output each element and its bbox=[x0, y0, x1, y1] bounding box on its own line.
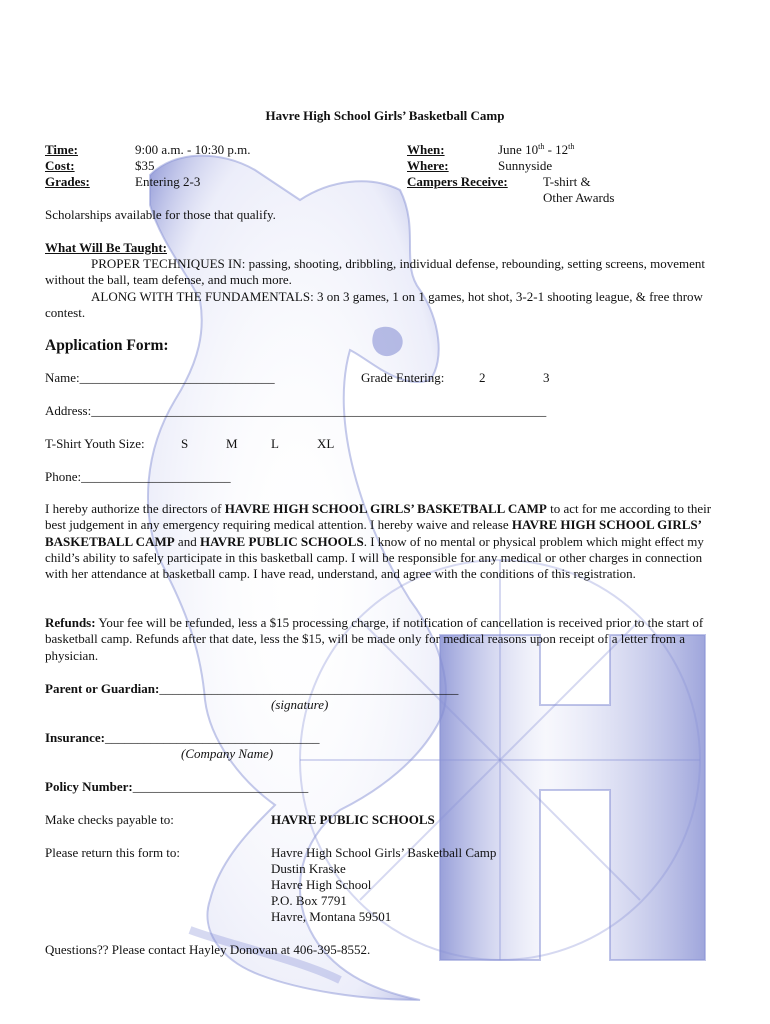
camp-name-bold-2: HAVRE HIGH SCHOOL GIRLS’ BASKETBALL CAMP bbox=[45, 517, 702, 549]
return-address-line: Dustin Kraske bbox=[271, 861, 346, 876]
tshirt-size-label: T-Shirt Youth Size: bbox=[45, 436, 145, 451]
return-address-line: Havre High School bbox=[271, 877, 372, 892]
campers-receive-value-2: Other Awards bbox=[543, 190, 615, 205]
scholarships-note: Scholarships available for those that qualify. bbox=[45, 207, 276, 222]
schools-name-bold: HAVRE PUBLIC SCHOOLS bbox=[199, 533, 364, 549]
refunds-paragraph bbox=[45, 615, 725, 664]
authorize-text-4: . I know of no mental or physical problem which might effect my child’s ability to safely participate in this basketball camp. I will be responsible for any medical or other charges in connection with her attendance at basketball camp. I have read, understand, and agree with the conditions of this registration. bbox=[45, 533, 704, 582]
insurance-line[interactable]: _________________________________ bbox=[104, 730, 320, 745]
authorize-text-1: I hereby authorize the directors of bbox=[45, 501, 225, 516]
authorize-text-2: to act for me according to their best judgement in any emergency requiring medical attention. I hereby waive and release bbox=[45, 501, 712, 533]
company-name-caption: (Company Name) bbox=[181, 746, 274, 761]
address-field[interactable]: Address:______________________________________________________________________ bbox=[45, 403, 547, 418]
make-checks-payee: HAVRE PUBLIC SCHOOLS bbox=[271, 812, 435, 827]
grade-option-3[interactable]: 3 bbox=[543, 370, 550, 385]
time-value: 9:00 a.m. - 10:30 p.m. bbox=[135, 142, 251, 157]
campers-receive-label: Campers Receive: bbox=[407, 174, 508, 189]
when-end: - 12 bbox=[544, 142, 569, 157]
application-form-heading: Application Form: bbox=[45, 337, 169, 354]
page-title: Havre High School Girls’ Basketball Camp bbox=[265, 108, 505, 123]
size-option-s[interactable]: S bbox=[181, 436, 189, 451]
cost-value: $35 bbox=[135, 158, 155, 173]
grades-label: Grades: bbox=[45, 174, 90, 189]
parent-guardian-label: Parent or Guardian: bbox=[45, 681, 160, 696]
make-checks-label: Make checks payable to: bbox=[45, 812, 174, 827]
authorization-paragraph bbox=[45, 501, 725, 582]
when-start-suffix: th bbox=[538, 142, 545, 151]
refunds-label: Refunds: bbox=[45, 615, 96, 630]
grade-option-2[interactable]: 2 bbox=[479, 370, 486, 385]
where-value: Sunnyside bbox=[498, 158, 553, 173]
taught-fundamentals: ALONG WITH THE FUNDAMENTALS: 3 on 3 games, 1 on 1 games, hot shot, 3-2-1 shooting league, & free throw contest. bbox=[45, 289, 703, 321]
size-option-l[interactable]: L bbox=[271, 436, 279, 451]
authorize-text-3: and bbox=[174, 533, 200, 549]
when-start: June 10 bbox=[498, 142, 539, 157]
taught-techniques: PROPER TECHNIQUES IN: passing, shooting, dribbling, individual defense, rebounding, setting screens, movement without the ball, team defense, and much more. bbox=[45, 256, 705, 288]
policy-number-label: Policy Number: bbox=[45, 779, 133, 794]
signature-caption: (signature) bbox=[271, 697, 329, 712]
when-end-suffix: th bbox=[568, 142, 575, 151]
size-option-m[interactable]: M bbox=[226, 436, 238, 451]
insurance-field[interactable] bbox=[45, 730, 319, 746]
name-field[interactable]: Name:______________________________ bbox=[45, 370, 275, 385]
insurance-label: Insurance: bbox=[45, 730, 105, 745]
time-label: Time: bbox=[45, 142, 78, 157]
when-value bbox=[498, 142, 574, 158]
policy-number-field[interactable] bbox=[45, 779, 308, 795]
taught-heading: What Will Be Taught: bbox=[45, 240, 167, 255]
policy-number-line[interactable]: ___________________________ bbox=[132, 779, 309, 794]
return-form-label: Please return this form to: bbox=[45, 845, 181, 860]
parent-guardian-line[interactable]: ______________________________________________ bbox=[159, 681, 459, 696]
size-option-xl[interactable]: XL bbox=[317, 436, 335, 451]
where-label: Where: bbox=[407, 158, 449, 173]
grade-entering-label: Grade Entering: bbox=[361, 370, 445, 385]
cost-label: Cost: bbox=[45, 158, 75, 173]
refunds-text: Your fee will be refunded, less a $15 processing charge, if notification of cancellation is received prior to the start of basketball camp. Refunds after that date, less the $15, will be made only for medical reasons upon receipt of a letter from a physician. bbox=[45, 615, 704, 663]
when-label: When: bbox=[407, 142, 445, 157]
campers-receive-value-1: T-shirt & bbox=[543, 174, 591, 189]
parent-guardian-field[interactable] bbox=[45, 681, 458, 697]
camp-name-bold-1: HAVRE HIGH SCHOOL GIRLS’ BASKETBALL CAMP bbox=[224, 501, 547, 516]
phone-field[interactable]: Phone:_______________________ bbox=[45, 469, 231, 484]
return-address-line: Havre High School Girls’ Basketball Camp bbox=[271, 845, 497, 860]
return-address-line: P.O. Box 7791 bbox=[271, 893, 347, 908]
questions-contact: Questions?? Please contact Hayley Donovan at 406-395-8552. bbox=[45, 942, 371, 957]
return-address-line: Havre, Montana 59501 bbox=[271, 909, 392, 924]
grades-value: Entering 2-3 bbox=[135, 174, 201, 189]
